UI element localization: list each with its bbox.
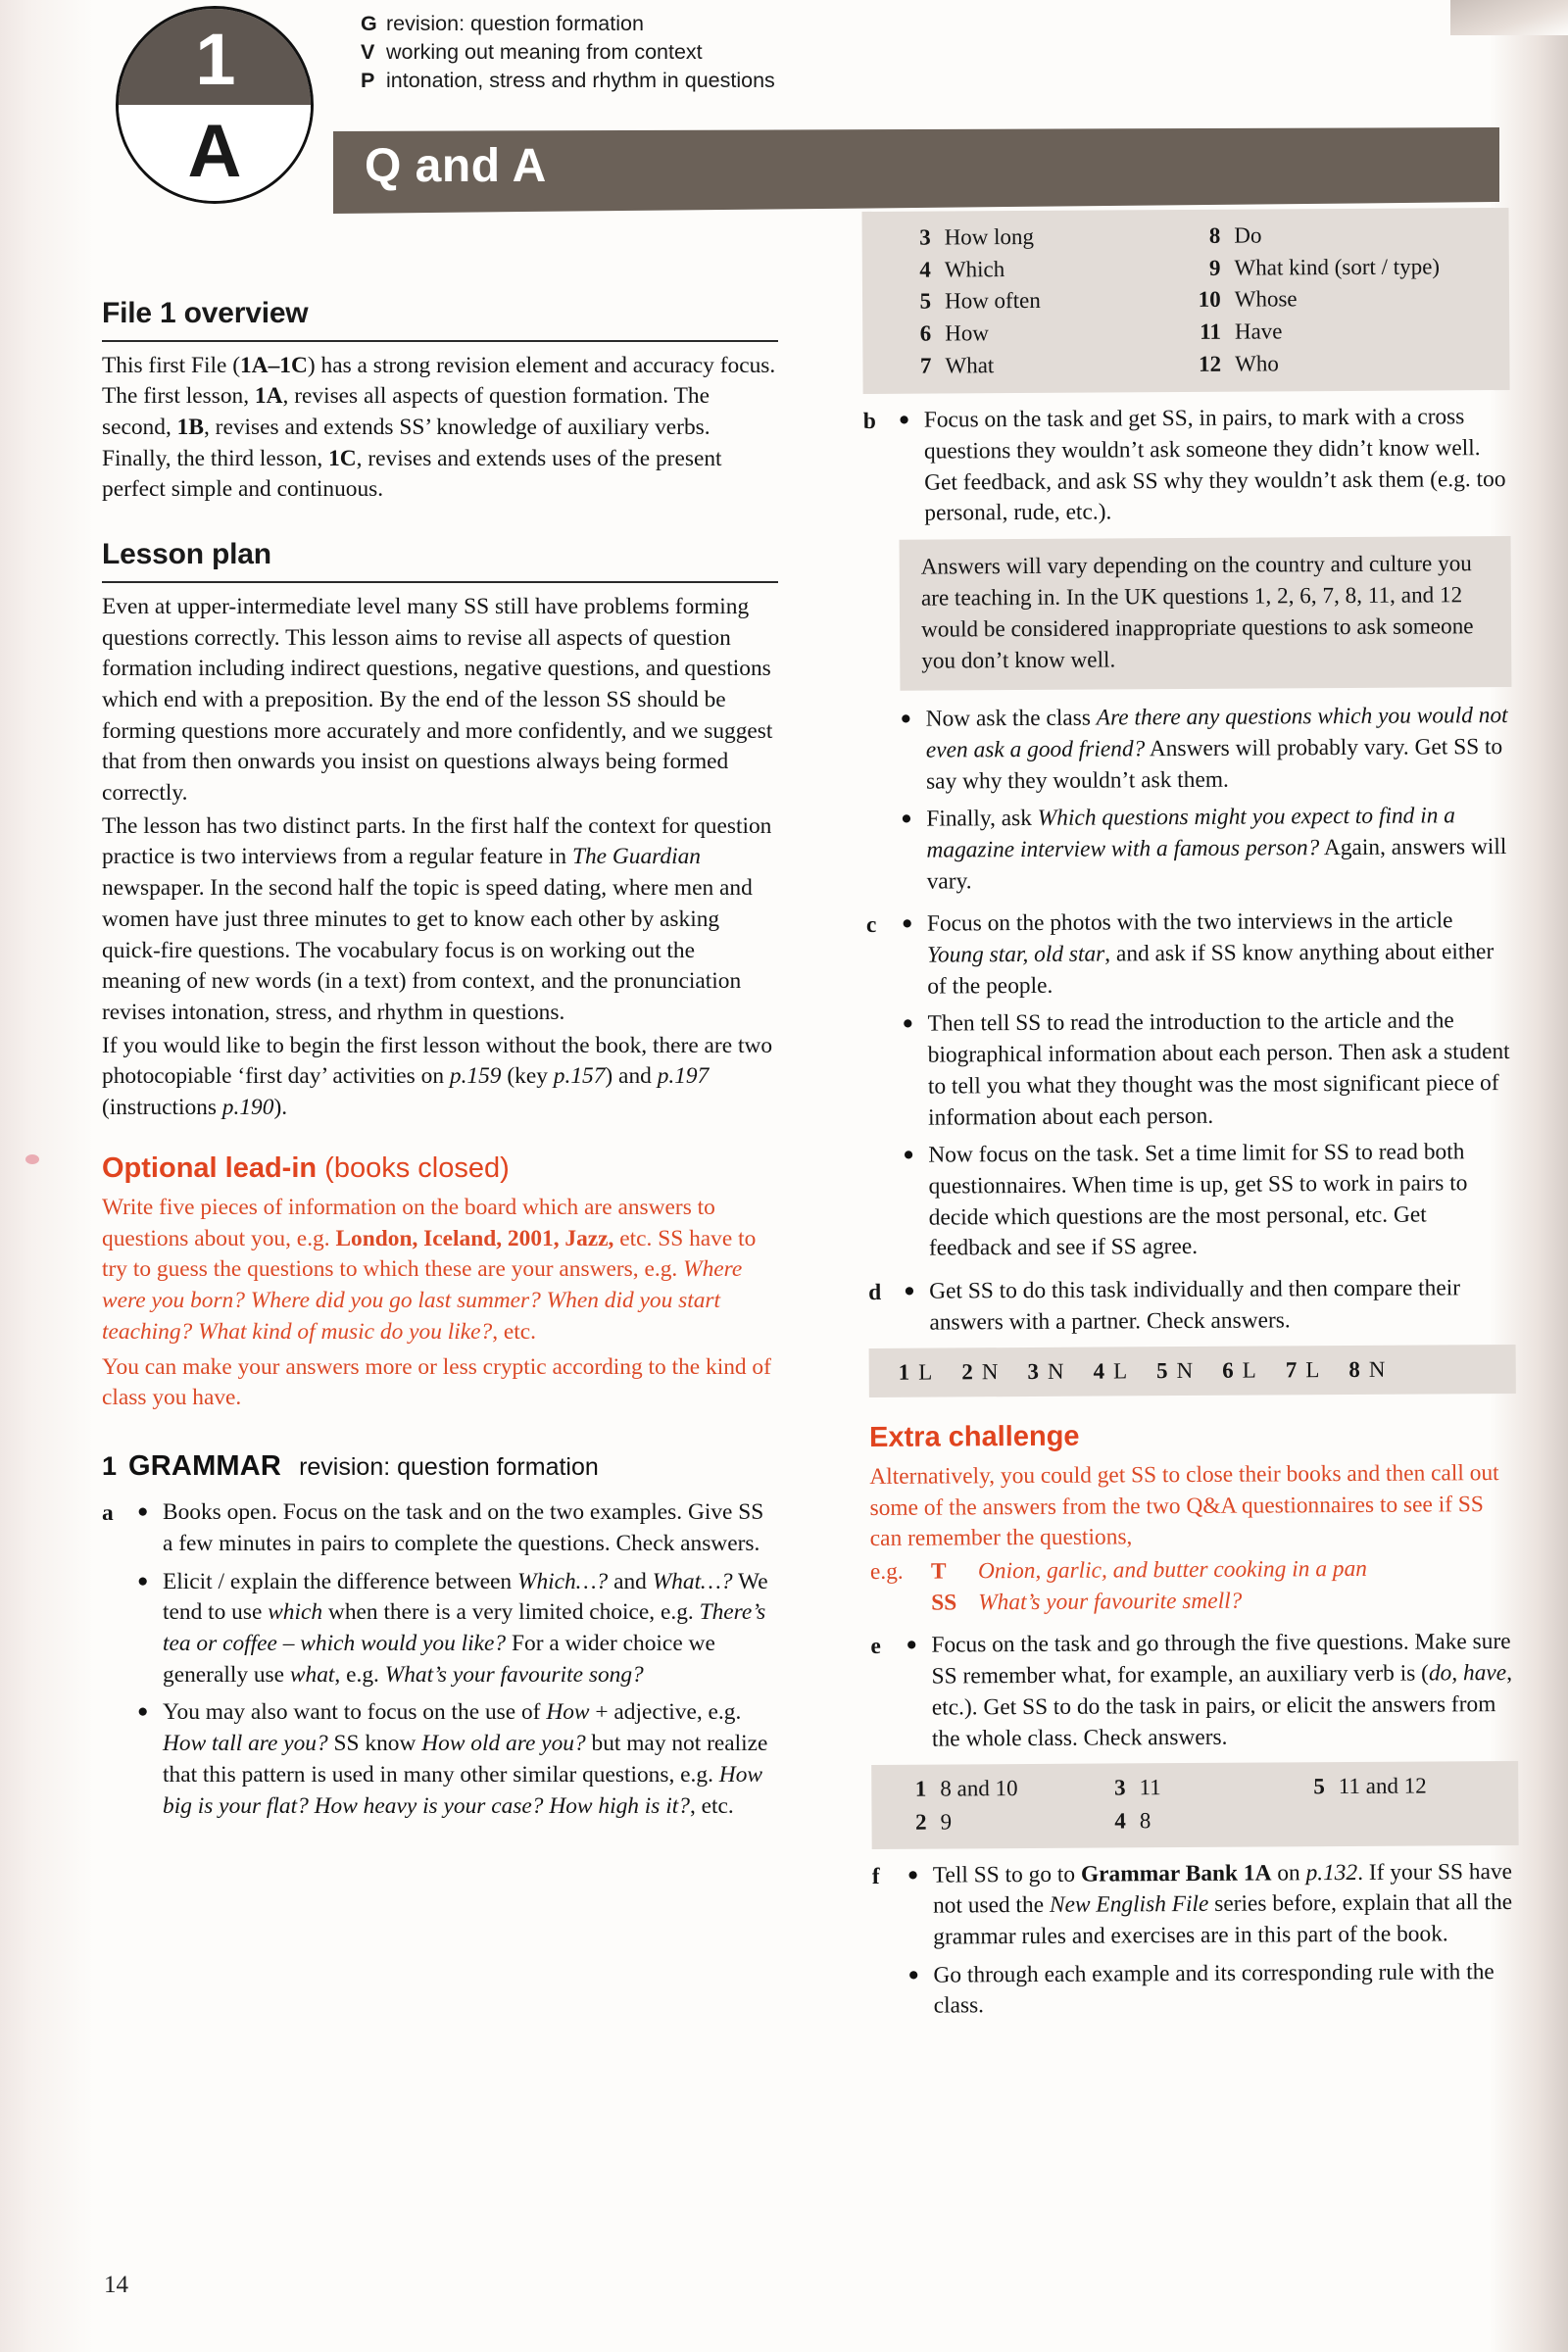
answer-value: 9 [940, 1809, 953, 1835]
grammar-section-number: 1 [102, 1450, 118, 1481]
answer-value: L [1112, 1357, 1128, 1383]
answer-number: 3 [1027, 1358, 1039, 1384]
objective-text-g: revision: question formation [386, 12, 644, 35]
bullet-dot-icon: ● [906, 1635, 917, 1656]
answers-box-a [861, 208, 1509, 394]
answer-row [888, 220, 1178, 254]
bullet-dot-icon: ● [901, 913, 913, 935]
answers-box-b: Answers will vary depending on the country and culture you are teaching in. In the UK questions 1, 2, 6, 7, 8, 11, and 12 would be considered inappropriate questions to ask someone you don’t know well. [900, 536, 1512, 691]
step-a-body [137, 1497, 778, 1822]
answer-number: 4 [1114, 1808, 1126, 1834]
step-f-letter: f [871, 1863, 880, 1889]
answer-pair [1286, 1354, 1320, 1385]
grammar-section-word: GRAMMAR [128, 1449, 282, 1482]
answer-number: 12 [1199, 351, 1222, 376]
page-margin-mark [25, 1154, 39, 1164]
step-e-body [906, 1627, 1518, 1755]
answer-row [1177, 251, 1492, 285]
file-overview-heading: File 1 overview [102, 297, 309, 329]
extra-challenge-ss-text: What’s your favourite smell? [978, 1588, 1243, 1616]
answers-a-grid [888, 219, 1493, 382]
file-letter: A [187, 110, 242, 193]
extra-challenge-teacher-label: T [930, 1558, 947, 1585]
optional-lead-in-heading [102, 1150, 778, 1188]
answer-row [888, 253, 1178, 286]
extra-challenge-teacher-text: Onion, garlic, and butter cooking in a pan [977, 1555, 1368, 1585]
bullet-dot-icon: ● [898, 409, 910, 431]
answer-pair [899, 1356, 933, 1387]
answer-pair [1027, 1355, 1063, 1386]
answer-value: Have [1234, 318, 1283, 344]
step-c-letter: c [865, 912, 877, 939]
bullet-dot-icon: ● [901, 808, 912, 830]
answer-number: 4 [1093, 1358, 1105, 1384]
step-b-bullet-1 [899, 402, 1511, 530]
step-a-bullet-1-text: Books open. Focus on the task and on the two examples. Give SS a few minutes in pairs to complete the questions. Check answers. [163, 1499, 764, 1556]
grammar-section-heading [102, 1447, 778, 1486]
file-badge-top [119, 9, 311, 108]
answer-value: 8 and 10 [940, 1776, 1018, 1801]
step-f-bullet-2 [907, 1957, 1519, 2023]
page-left-edge [0, 0, 94, 2352]
divider-overview [102, 340, 778, 342]
objective-text-p: intonation, stress and rhythm in questions [386, 69, 775, 93]
step-b-body [899, 402, 1513, 898]
step-b-bullet-3 [901, 801, 1513, 898]
step-b-bullet-2-text: Now ask the class Are there any questions which you would not even ask a good friend? Answers will probably vary. Get SS to say why they wouldn’t ask them. [925, 703, 1508, 795]
step-f-bullet-1 [907, 1857, 1520, 1954]
answer-number: 9 [1208, 255, 1221, 280]
answer-pair [961, 1356, 998, 1387]
step-c-bullet-2 [902, 1005, 1514, 1134]
answer-value: How often [944, 288, 1041, 314]
answer-row [1096, 1772, 1295, 1805]
answer-value: How [945, 320, 990, 346]
page-title: Q and A [365, 140, 547, 192]
bullet-dot-icon: ● [137, 1701, 149, 1723]
answer-row [1296, 1770, 1501, 1803]
step-d-letter: d [868, 1280, 882, 1306]
step-a-bullet-1 [137, 1497, 778, 1559]
objective-vocabulary [361, 38, 775, 67]
objective-key-v: V [361, 40, 375, 65]
answer-row [1296, 1803, 1501, 1837]
answer-value [1339, 1803, 1500, 1804]
answer-value: What [945, 352, 995, 378]
answer-row [888, 349, 1178, 382]
answer-value: N [1176, 1357, 1194, 1383]
answer-value: Who [1235, 351, 1279, 376]
answer-row [1178, 347, 1493, 381]
file-number: 1 [195, 19, 234, 100]
file-badge [116, 6, 314, 204]
answer-row [1097, 1804, 1296, 1838]
answer-number: 11 [1200, 318, 1221, 344]
answer-value: Do [1234, 222, 1262, 248]
step-d-bullet-1 [904, 1273, 1515, 1339]
step-a-bullet-3 [137, 1697, 778, 1822]
answer-pair [1222, 1354, 1256, 1385]
step-c-bullet-3-text: Now focus on the task. Set a time limit for SS to read both questionnaires. When time is up, get SS to work in pairs to decide which questions are the most personal, etc. Get feedback and see if SS agree. [928, 1139, 1468, 1262]
bullet-dot-icon: ● [137, 1501, 149, 1523]
answer-number: 2 [961, 1358, 973, 1384]
step-f-body [907, 1857, 1520, 2023]
step-f [872, 1857, 1520, 2024]
step-c-bullet-1-text: Focus on the photos with the two interviews in the article Young star, old star, and ask if SS know anything about either of the people. [926, 907, 1494, 1000]
step-c-bullet-1 [902, 906, 1514, 1003]
answer-value: 11 and 12 [1338, 1773, 1427, 1799]
answers-a-right-col [1177, 219, 1492, 380]
answer-number: 6 [1222, 1357, 1234, 1383]
step-a-bullet-2 [137, 1567, 778, 1691]
bullet-dot-icon: ● [137, 1570, 149, 1592]
step-a-bullet-2-text: Elicit / explain the difference between Which…? and What…? We tend to use which when there is a very limited choice, e.g. There’s tea or coffee – which would you like? For a wider choice we generally use what, e.g. What’s your favourite song? [163, 1568, 768, 1688]
bullet-dot-icon: ● [900, 708, 912, 729]
lesson-plan-paragraph-3: If you would like to begin the first lesson without the book, there are two photocopiable ‘first day’ activities on p.159 (key p.157) and p.197 (instructions p.190). [102, 1032, 773, 1121]
answers-a-left-col [888, 220, 1179, 382]
answer-number: 3 [919, 224, 931, 250]
answer-pair [1093, 1355, 1127, 1386]
objective-text-v: working out meaning from context [386, 40, 703, 65]
file-overview-text: This first File (1A–1C) has a strong revision element and accuracy focus. The first lesson, 1A, revises all aspects of question formation. The second, 1B, revises and extends SS’ knowledge of auxiliary verbs. Finally, the third lesson, 1C, revises and extends uses of the present perfect simple and continuous. [102, 352, 776, 503]
answer-value: N [981, 1358, 999, 1384]
lesson-plan-paragraph-2: The lesson has two distinct parts. In the first half the context for question practice is two interviews from a regular feature in The Guardian newspaper. In the second half the topic is speed dating, where men and women have just three minutes to get to know each other by asking quick-fire questions. The vocabulary focus is on working out the meaning of new words (in a text) from context, and the pronunciation revises intonation, stress, and rhythm in questions. [102, 812, 772, 1025]
step-c-body [902, 906, 1515, 1265]
objective-key-g: G [361, 12, 377, 35]
answer-number: 7 [1285, 1356, 1298, 1382]
step-d-body [904, 1273, 1515, 1339]
extra-challenge-ss-label: SS [931, 1590, 957, 1616]
right-column [862, 222, 1520, 2023]
optional-lead-in-paragraph-1: Write five pieces of information on the board which are answers to questions about you, e.g. London, Iceland, 2001, Jazz, etc. SS have to try to guess the questions to which these are your answers, e.g. Where were you born? Where did you go last summer? When did you start teaching? What kind of music do you like?, etc. [102, 1195, 757, 1345]
lesson-objectives [361, 10, 775, 96]
answer-row [897, 1806, 1096, 1839]
answer-number: 8 [1208, 222, 1221, 248]
answers-box-e [871, 1761, 1519, 1848]
optional-lead-in-heading-light: (books closed) [317, 1152, 510, 1184]
step-b-bullet-3-text: Finally, ask Which questions might you expect to find in a magazine interview with a famous person? Again, answers will vary. [926, 803, 1507, 895]
answer-value: 11 [1139, 1775, 1161, 1800]
bullet-dot-icon: ● [906, 1864, 919, 1886]
answer-number: 3 [1114, 1775, 1126, 1800]
answer-value: L [1305, 1356, 1320, 1382]
page-number: 14 [104, 2272, 128, 2298]
step-b-letter: b [862, 409, 876, 435]
step-d [868, 1273, 1515, 1339]
bullet-dot-icon: ● [904, 1280, 915, 1301]
answers-strip-d [869, 1344, 1516, 1396]
answer-row [888, 317, 1178, 350]
file-badge-bottom [119, 105, 311, 201]
step-e [870, 1627, 1518, 1755]
step-e-bullet-1-text: Focus on the task and go through the five questions. Make sure SS remember what, for example, an auxiliary verb is (do, have, etc.). Get SS to do the task in pairs, or elicit the answers from the whole class. Check answers. [931, 1629, 1513, 1752]
answer-row [1178, 315, 1493, 349]
answer-row [1178, 282, 1493, 317]
answer-number: 5 [1156, 1357, 1168, 1383]
answer-value: L [1242, 1357, 1256, 1383]
step-b [863, 402, 1513, 898]
objective-pronunciation [361, 67, 775, 95]
step-a [102, 1497, 778, 1822]
answer-value: 8 [1139, 1808, 1152, 1834]
answer-row [888, 284, 1178, 318]
answer-value: How long [944, 223, 1035, 250]
answer-number: 1 [914, 1776, 927, 1801]
step-d-bullet-1-text: Get SS to do this task individually and then compare their answers with a partner. Check answers. [929, 1275, 1461, 1336]
step-e-letter: e [870, 1634, 881, 1660]
bullet-dot-icon: ● [902, 1013, 914, 1035]
bullet-dot-icon: ● [903, 1144, 914, 1166]
answer-value: N [1368, 1356, 1386, 1382]
answer-number: 5 [919, 288, 932, 314]
grammar-section-subtitle: revision: question formation [299, 1452, 599, 1481]
answer-number: 2 [914, 1809, 927, 1835]
lesson-plan-paragraph-1: Even at upper-intermediate level many SS still have problems forming questions correctly. This lesson aims to revise all aspects of question formation including indirect questions, negative questions, and questions which end with a preposition. By the end of the lesson SS should be forming questions more accurately and more confidently, and we suggest that from then onwards you insist on questions always being formed correctly. [102, 593, 773, 807]
answer-value: What kind (sort / type) [1234, 254, 1441, 280]
extra-challenge-paragraph: Alternatively, you could get SS to close their books and then call out some of the answers from the two Q&A questionnaires to see if SS can remember the questions, [869, 1460, 1499, 1552]
step-f-bullet-2-text: Go through each example and its corresponding rule with the class. [933, 1958, 1494, 2019]
answer-pair [1348, 1353, 1385, 1384]
step-f-bullet-1-text: Tell SS to go to Grammar Bank 1A on p.132. If your SS have not used the New English File series before, explain that all the grammar rules and exercises are in this part of the book. [932, 1858, 1513, 1950]
step-c-bullet-3 [903, 1137, 1515, 1265]
divider-lesson-plan [102, 581, 778, 583]
step-a-bullet-3-text: You may also want to focus on the use of How + adjective, e.g. How tall are you? SS know How old are you? but may not realize that this pattern is used in many other similar questions, e.g. How big is your flat? How heavy is your case? How high is it?, etc. [163, 1699, 768, 1819]
answer-value: L [918, 1359, 933, 1385]
step-b-bullet-1-text: Focus on the task and get SS, in pairs, to mark with a cross questions they wouldn’t ask someone they didn’t know well. Get feedback, and ask SS why they wouldn’t ask them (e.g. too personal, rude, etc.). [923, 404, 1506, 527]
step-c [866, 906, 1515, 1265]
extra-challenge-example [870, 1553, 1517, 1619]
answer-number: 5 [1313, 1774, 1325, 1799]
objective-grammar [361, 10, 775, 38]
bullet-dot-icon: ● [907, 1964, 920, 1985]
extra-challenge-heading: Extra challenge [869, 1420, 1080, 1453]
extra-challenge-eg-label: e.g. [869, 1558, 904, 1586]
step-e-bullet-1 [906, 1627, 1518, 1755]
optional-lead-in-heading-bold: Optional lead-in [102, 1152, 318, 1184]
step-b-bullet-2 [901, 701, 1513, 798]
lesson-plan-heading: Lesson plan [102, 538, 271, 571]
answer-number: 7 [919, 353, 932, 378]
answer-value: Whose [1234, 286, 1298, 312]
answers-e-grid [897, 1770, 1500, 1838]
answer-number: 4 [919, 257, 931, 282]
answer-value: N [1047, 1358, 1064, 1384]
answer-row [897, 1773, 1096, 1806]
step-c-bullet-2-text: Then tell SS to read the introduction to the article and the biographical information about each person. Then ask a student to tell you what they thought was the most significant piece of information about each person. [927, 1007, 1510, 1131]
answer-number: 6 [919, 320, 932, 346]
answer-number: 8 [1348, 1356, 1360, 1382]
answer-number: 1 [898, 1359, 910, 1385]
answer-row [1177, 219, 1492, 253]
objective-key-p: P [361, 69, 375, 93]
step-a-letter: a [102, 1500, 114, 1527]
extra-challenge-eg-body [931, 1553, 1517, 1619]
left-column [102, 294, 778, 1822]
answer-pair [1156, 1354, 1193, 1385]
optional-lead-in-paragraph-2: You can make your answers more or less cryptic according to the kind of class you have. [102, 1353, 771, 1411]
answer-number: 10 [1198, 287, 1221, 313]
answer-value: Which [944, 256, 1005, 282]
